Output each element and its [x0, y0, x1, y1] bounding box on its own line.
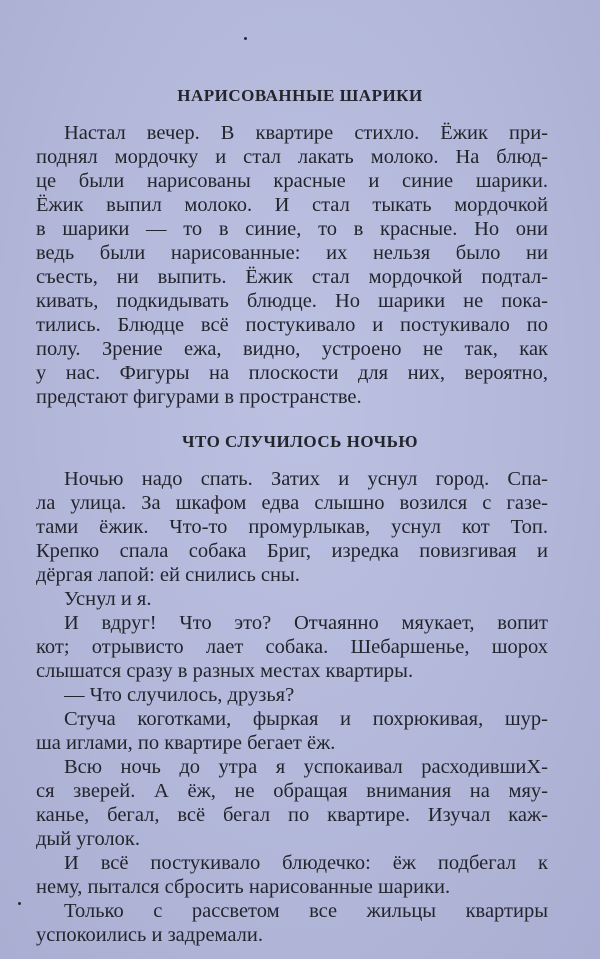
- text-line: у нас. Фигуры на плоскости для них, вероятно,: [36, 362, 548, 384]
- text-line: Уснул и я.: [64, 588, 152, 610]
- text-line: ла улица. За шкафом едва слышно возился с газе-: [36, 492, 548, 514]
- text-line: тились. Блюдце всё постукивало и постукивало по: [36, 314, 548, 336]
- print-speck-bottom: [18, 902, 21, 905]
- text-line: нему, пытался сбросить нарисованные шарики.: [36, 876, 451, 898]
- text-line: съесть, ни выпить. Ёжик стал мордочкой подтал-: [36, 266, 548, 288]
- text-line: Крепко спала собака Бриг, изредка повизгивая и: [36, 540, 548, 562]
- text-line: тами ёжик. Что-то промурлыкав, уснул кот Топ.: [36, 516, 548, 538]
- text-line: канье, бегал, всё бегал по квартире. Изучал каж-: [36, 804, 548, 826]
- print-speck-top: [244, 37, 247, 40]
- text-line: ся зверей. А ёж, не обращая внимания на мяу-: [36, 780, 548, 802]
- text-line: ведь были нарисованные: их нельзя было ни: [36, 242, 548, 264]
- text-line: кот; отрывисто лает собака. Шебаршенье, шорох: [36, 636, 548, 658]
- text-line: в шарики — то в синие, то в красные. Но они: [36, 218, 548, 240]
- text-line: поднял мордочку и стал лакать молоко. На блюд-: [36, 146, 548, 168]
- text-line: Ночью надо спать. Затих и уснул город. Спа-: [64, 468, 548, 490]
- text-line: успокоились и задремали.: [36, 924, 263, 946]
- text-line: ша иглами, по квартире бегает ёж.: [36, 732, 336, 754]
- text-line: Настал вечер. В квартире стихло. Ёжик при-: [64, 122, 548, 144]
- text-line: Всю ночь до утра я успокаивал расходившиХ-: [64, 756, 548, 778]
- text-line: полу. Зрение ежа, видно, устроено не так, как: [36, 338, 548, 360]
- text-line: дёргая лапой: ей снились сны.: [36, 564, 300, 586]
- text-line: Ёжик выпил молоко. И стал тыкать мордочкой: [36, 194, 548, 216]
- text-line: И вдруг! Что это? Отчаянно мяукает, вопит: [64, 612, 548, 634]
- text-line: це были нарисованы красные и синие шарики.: [36, 170, 548, 192]
- text-line: кивать, подкидывать блюдце. Но шарики не пока-: [36, 290, 548, 312]
- section-title-drawn-balls: НАРИСОВАННЫЕ ШАРИКИ: [177, 86, 423, 105]
- text-line: предстают фигурами в пространстве.: [36, 386, 362, 408]
- text-line: — Что случилось, друзья?: [64, 684, 295, 706]
- text-line: дый уголок.: [36, 828, 140, 850]
- text-line: Стуча коготками, фыркая и похрюкивая, шур-: [64, 708, 548, 730]
- text-line: слышатся сразу в разных местах квартиры.: [36, 660, 414, 682]
- text-line: Только с рассветом все жильцы квартиры: [64, 900, 548, 922]
- section-title-what-happened-at-night: ЧТО СЛУЧИЛОСЬ НОЧЬЮ: [181, 432, 418, 451]
- text-line: И всё постукивало блюдечко: ёж подбегал к: [64, 852, 548, 874]
